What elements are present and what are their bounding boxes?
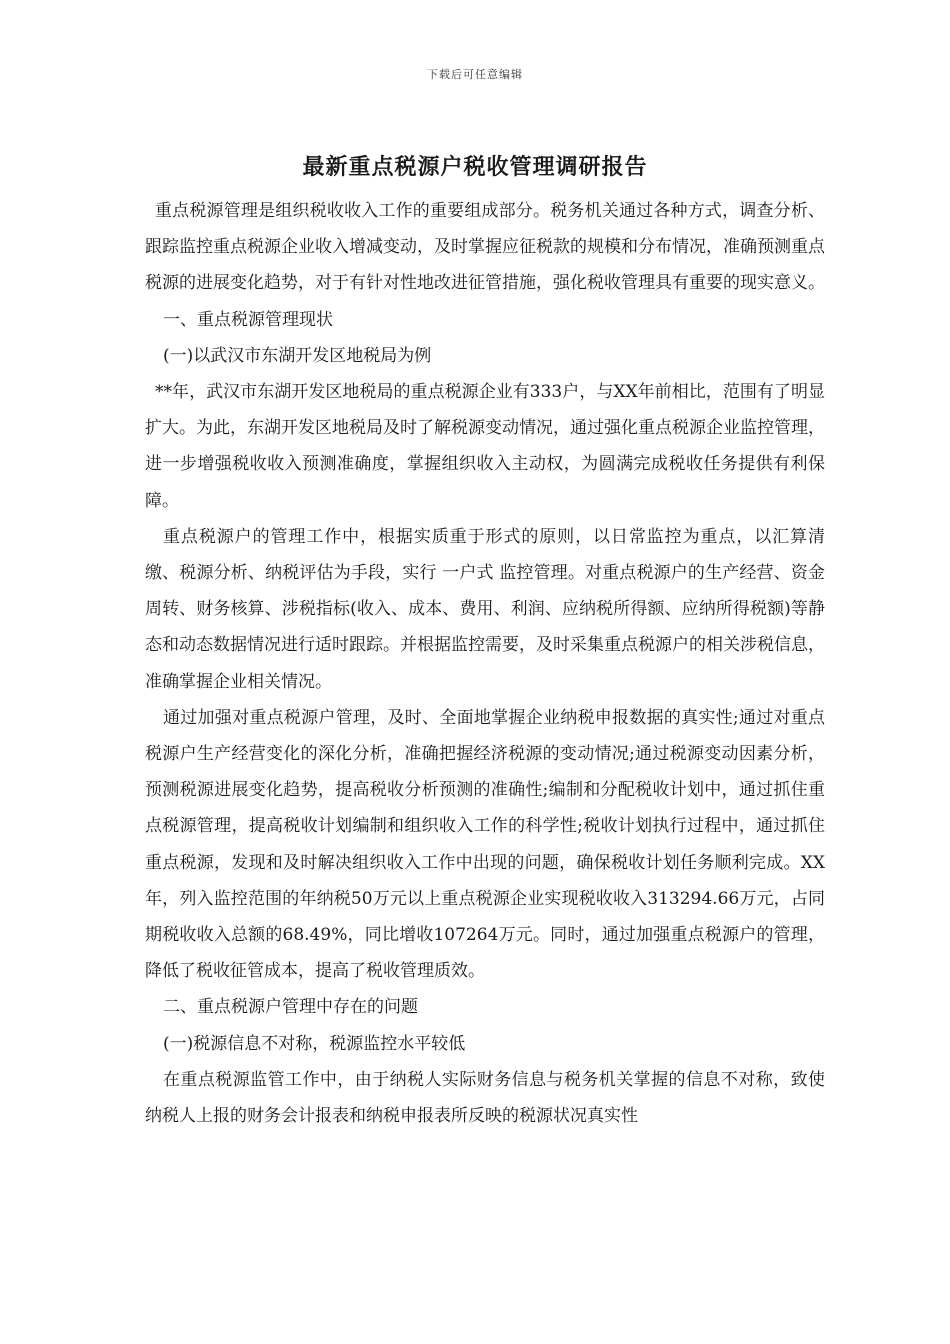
paragraph: **年，武汉市东湖开发区地税局的重点税源企业有333户，与XX年前相比，范围有了明显扩大。为此，东湖开发区地税局及时了解税源变动情况，通过强化重点税源企业监控管理，进一步增强税收收入预测准确度，掌握组织收入主动权，为圆满完成税收任务提供有利保障。 xyxy=(145,382,825,511)
section-heading-2: 二、重点税源户管理中存在的问题 xyxy=(163,997,418,1018)
section-heading-1: 一、重点税源管理现状 xyxy=(163,309,333,330)
subsection-heading-2-1: (一)税源信息不对称，税源监控水平较低 xyxy=(163,1033,466,1054)
paragraph: 通过加强对重点税源户管理，及时、全面地掌握企业纳税申报数据的真实性;通过对重点税源户生产经营变化的深化分析，准确把握经济税源的变动情况;通过税源变动因素分析，预测税源进展变化趋势，提高税收分析预测的准确性;编制和分配税收计划中，通过抓住重点税源管理，提高税收计划编制和组织收入工作的科学性;税收计划执行过程中，通过抓住重点税源，发现和及时解决组织收入工作中出现的问题，确保税收计划任务顺利完成。XX年，列入监控范围的年纳税50万元以上重点税源企业实现税收收入313294.66万元，占同期税收收入总额的68.49%，同比增收107264万元。同时，通过加强重点税源户的管理，降低了税收征管成本，提高了税收管理质效。 xyxy=(145,707,825,982)
paragraph: 在重点税源监管工作中，由于纳税人实际财务信息与税务机关掌握的信息不对称，致使纳税人上报的财务会计报表和纳税申报表所反映的税源状况真实性 xyxy=(145,1069,825,1127)
paragraph: 重点税源户的管理工作中，根据实质重于形式的原则，以日常监控为重点，以汇算清缴、税源分析、纳税评估为手段，实行 一户式 监控管理。对重点税源户的生产经营、资金周转、财务核算、涉税指标(收入、成本、费用、利润、应纳税所得额、应纳所得税额)等静态和动态数据情况进行适时跟踪。并根据监控需要，及时采集重点税源户的相关涉税信息，准确掌握企业相关情况。 xyxy=(145,526,825,692)
document-body xyxy=(145,193,825,1134)
paragraph-intro: 重点税源管理是组织税收收入工作的重要组成部分。税务机关通过各种方式，调查分析、跟踪监控重点税源企业收入增减变动，及时掌握应征税款的规模和分布情况，准确预测重点税源的进展变化趋势，对于有针对性地改进征管措施，强化税收管理具有重要的现实意义。 xyxy=(145,201,825,294)
document-title: 最新重点税源户税收管理调研报告 xyxy=(302,154,648,180)
header-note: 下载后可任意编辑 xyxy=(427,68,523,81)
subsection-heading-1-1: (一)以武汉市东湖开发区地税局为例 xyxy=(163,345,432,366)
